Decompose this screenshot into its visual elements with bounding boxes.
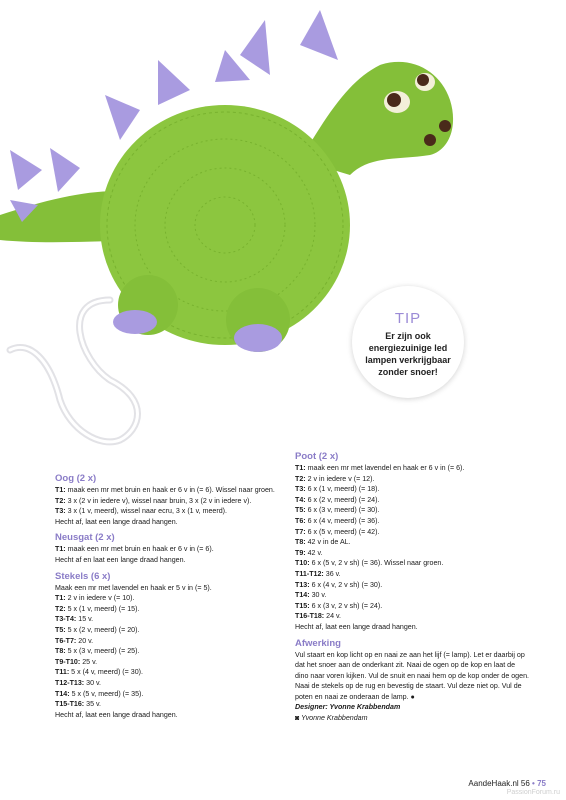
instruction-line: T11: 5 x (4 v, meerd) (= 30). (55, 668, 143, 677)
tip-text: Er zijn ook energiezuinige led lampen verkrijgbaar zonder snoer! (365, 331, 451, 377)
instruction-line: T5: 6 x (3 v, meerd) (= 30). (295, 506, 380, 515)
instruction-line: T16-T18: 24 v. (295, 612, 341, 621)
instruction-line: T2: 2 v in iedere v (= 12). (295, 474, 375, 483)
instruction-line: T1: maak een mr met bruin en haak er 6 v in (= 6). Wissel naar groen. (55, 486, 275, 494)
section-heading: Stekels (6 x) (55, 570, 111, 582)
page-footer (468, 779, 546, 788)
instruction-line: T2: 5 x (1 v, meerd) (= 15). (55, 604, 140, 613)
instruction-line: T14: 5 x (5 v, meerd) (= 35). (55, 689, 144, 698)
left-column (55, 472, 283, 720)
instruction-line: Hecht af, laat een lange draad hangen. (55, 517, 178, 526)
instruction-line: T15-T16: 35 v. (55, 700, 101, 709)
instruction-line: T9: 42 v. (295, 548, 323, 557)
instruction-line: T8: 42 v in de AL. (295, 538, 351, 547)
instruction-line: T7: 6 x (5 v, meerd) (= 42). (295, 527, 380, 536)
section-heading: Neusgat (2 x) (55, 532, 115, 544)
instruction-line: T2: 3 x (2 v in iedere v), wissel naar bruin, 3 x (2 v in iedere v). (55, 496, 252, 505)
instruction-line: T13: 6 x (4 v, 2 v sh) (= 30). (295, 580, 383, 589)
photo-credit: ◙ Yvonne Krabbendam (295, 714, 368, 723)
instruction-line: T10: 6 x (5 v, 2 v sh) (= 36). Wissel naar groen. (295, 559, 444, 568)
instruction-line: Hecht af en laat een lange draad hangen. (55, 555, 186, 564)
dino-nostril (439, 120, 451, 132)
instruction-line: T8: 5 x (3 v, meerd) (= 25). (55, 647, 140, 656)
instruction-line: T6-T7: 20 v. (55, 636, 94, 645)
designer-credit: Designer: Yvonne Krabbendam (295, 703, 401, 712)
instruction-line: T5: 5 x (2 v, meerd) (= 20). (55, 625, 140, 634)
instruction-line: T14: 30 v. (295, 591, 327, 600)
instruction-line: Hecht af, laat een lange draad hangen. (55, 710, 178, 719)
instruction-line: T1: 2 v in iedere v (= 10). (55, 594, 135, 603)
watermark: PassionForum.ru (506, 789, 560, 796)
dino-nostril (424, 134, 436, 146)
section-heading: Poot (2 x) (295, 451, 339, 462)
instruction-line: T15: 6 x (3 v, 2 v sh) (= 24). (295, 601, 383, 610)
section-heading: Oog (2 x) (55, 473, 97, 484)
instruction-line: Maak een mr met lavendel en haak er 5 v in (= 5). (55, 583, 212, 592)
instruction-line: T6: 6 x (4 v, meerd) (= 36). (295, 516, 380, 525)
page-number: 75 (537, 779, 546, 788)
spike (105, 95, 140, 140)
instruction-line: Hecht af, laat een lange draad hangen. (295, 622, 418, 631)
instruction-line: T11-T12: 36 v. (295, 569, 341, 578)
instruction-line: T4: 6 x (2 v, meerd) (= 24). (295, 495, 380, 504)
instruction-line: T3: 3 x (1 v, meerd), wissel naar ecru, 3 x (1 v, meerd). (55, 507, 228, 516)
tip-bubble (352, 286, 464, 398)
tip-title: TIP (394, 310, 422, 327)
footer-bullet: • (532, 779, 535, 788)
instruction-line: T12-T13: 30 v. (55, 678, 101, 687)
instruction-line: T3-T4: 15 v. (55, 615, 94, 624)
instruction-line: T3: 6 x (1 v, meerd) (= 18). (295, 485, 380, 494)
section-heading: Afwerking (295, 637, 341, 649)
footer-site: AandeHaak.nl 56 (468, 779, 530, 788)
afwerking-text: Vul staart en kop licht op en naai ze aan het lijf (= lamp). Let er daarbij op dat het snoer aan de onderkant zit. Naai de ogen op de kop en laat de dino naar voren kijken. Vul de snuit en naai hem op de kop onder de ogen. Naai de stekels op de rug en bevestig de staart. Vul deze niet op. Vul de poten en naai ze onderaan de lamp. ● (295, 650, 529, 701)
instruction-line: T9-T10: 25 v. (55, 657, 98, 666)
instruction-line: T1: maak een mr met bruin en haak er 6 v in (= 6). (55, 545, 214, 554)
instruction-line: T1: maak een mr met lavendel en haak er 6 v in (= 6). (295, 464, 465, 472)
camera-icon: ◙ (295, 714, 302, 723)
right-column (295, 450, 530, 724)
